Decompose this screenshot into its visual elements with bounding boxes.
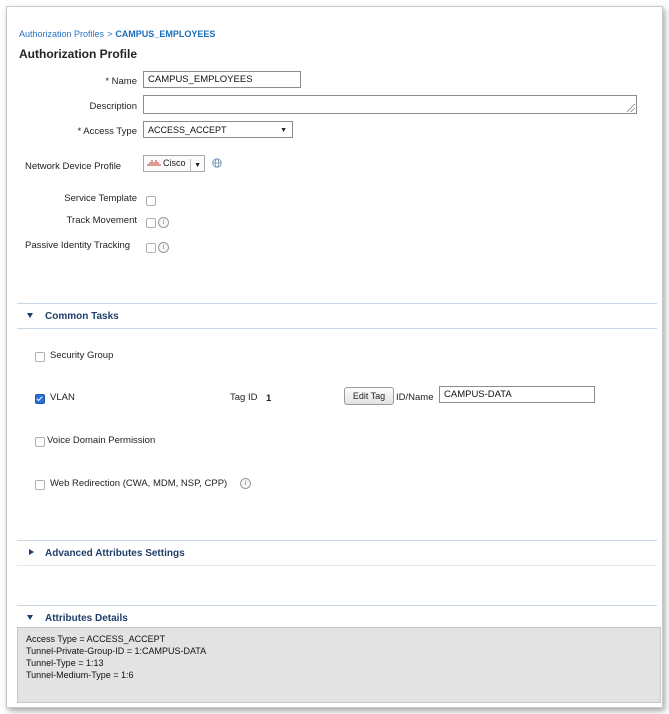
voice-domain-permission-label: Voice Domain Permission bbox=[47, 435, 156, 446]
dropdown-arrow-icon: ▼ bbox=[280, 127, 287, 134]
detail-line: Access Type = ACCESS_ACCEPT bbox=[26, 634, 166, 644]
vlan-label: VLAN bbox=[50, 392, 75, 403]
edit-tag-button[interactable]: Edit Tag bbox=[344, 387, 394, 405]
web-redirection-label: Web Redirection (CWA, MDM, NSP, CPP) bbox=[50, 478, 228, 489]
info-icon[interactable]: i bbox=[158, 217, 169, 228]
collapse-triangle-icon bbox=[27, 313, 33, 318]
access-type-select[interactable] bbox=[143, 121, 293, 138]
network-device-profile-value: Cisco bbox=[163, 158, 186, 168]
description-textarea[interactable] bbox=[143, 95, 637, 114]
attributes-details-title: Attributes Details bbox=[45, 613, 128, 624]
resize-grip-icon[interactable] bbox=[627, 104, 635, 112]
info-icon[interactable]: i bbox=[240, 478, 251, 489]
common-tasks-header[interactable] bbox=[17, 303, 657, 329]
breadcrumb-separator: > bbox=[107, 29, 113, 39]
cisco-logo-icon bbox=[147, 159, 161, 168]
breadcrumb bbox=[19, 29, 215, 39]
dropdown-arrow-icon: ▼ bbox=[190, 159, 201, 172]
detail-line: Tunnel-Medium-Type = 1:6 bbox=[26, 670, 134, 680]
service-template-label: Service Template bbox=[64, 193, 137, 204]
vlan-checkbox[interactable] bbox=[35, 394, 45, 404]
id-name-input[interactable]: CAMPUS-DATA bbox=[439, 386, 595, 403]
track-movement-label: Track Movement bbox=[66, 215, 137, 226]
advanced-attributes-header[interactable] bbox=[17, 540, 657, 566]
network-device-profile-label: Network Device Profile bbox=[25, 161, 122, 172]
detail-line: Tunnel-Private-Group-ID = 1:CAMPUS-DATA bbox=[26, 646, 207, 656]
page-title: Authorization Profile bbox=[19, 47, 137, 61]
breadcrumb-current: CAMPUS_EMPLOYEES bbox=[115, 29, 216, 39]
authorization-profile-window bbox=[6, 6, 663, 708]
access-type-value: ACCESS_ACCEPT bbox=[148, 125, 227, 135]
service-template-checkbox[interactable] bbox=[146, 196, 156, 206]
common-tasks-title: Common Tasks bbox=[45, 311, 119, 322]
expand-triangle-icon bbox=[29, 549, 34, 555]
passive-identity-tracking-checkbox[interactable] bbox=[146, 243, 156, 253]
collapse-triangle-icon bbox=[27, 615, 33, 620]
security-group-label: Security Group bbox=[50, 350, 114, 361]
security-group-checkbox[interactable] bbox=[35, 352, 45, 362]
network-device-profile-select[interactable] bbox=[143, 155, 205, 172]
name-input[interactable]: CAMPUS_EMPLOYEES bbox=[143, 71, 301, 88]
description-label: Description bbox=[89, 101, 137, 112]
detail-line: Tunnel-Type = 1:13 bbox=[26, 658, 104, 668]
advanced-attributes-title: Advanced Attributes Settings bbox=[45, 548, 185, 559]
passive-identity-tracking-label: Passive Identity Tracking bbox=[25, 240, 131, 251]
info-icon[interactable]: i bbox=[158, 242, 169, 253]
tag-id-value: 1 bbox=[266, 393, 272, 404]
attributes-details-panel bbox=[17, 627, 661, 703]
id-name-label: ID/Name bbox=[396, 392, 434, 403]
globe-icon[interactable] bbox=[212, 158, 222, 168]
access-type-label: * Access Type bbox=[77, 126, 137, 137]
track-movement-checkbox[interactable] bbox=[146, 218, 156, 228]
tag-id-label: Tag ID bbox=[230, 392, 258, 403]
web-redirection-checkbox[interactable] bbox=[35, 480, 45, 490]
name-label: * Name bbox=[105, 76, 137, 87]
breadcrumb-link-authorization-profiles[interactable]: Authorization Profiles bbox=[19, 29, 105, 39]
voice-domain-permission-checkbox[interactable] bbox=[35, 437, 45, 447]
